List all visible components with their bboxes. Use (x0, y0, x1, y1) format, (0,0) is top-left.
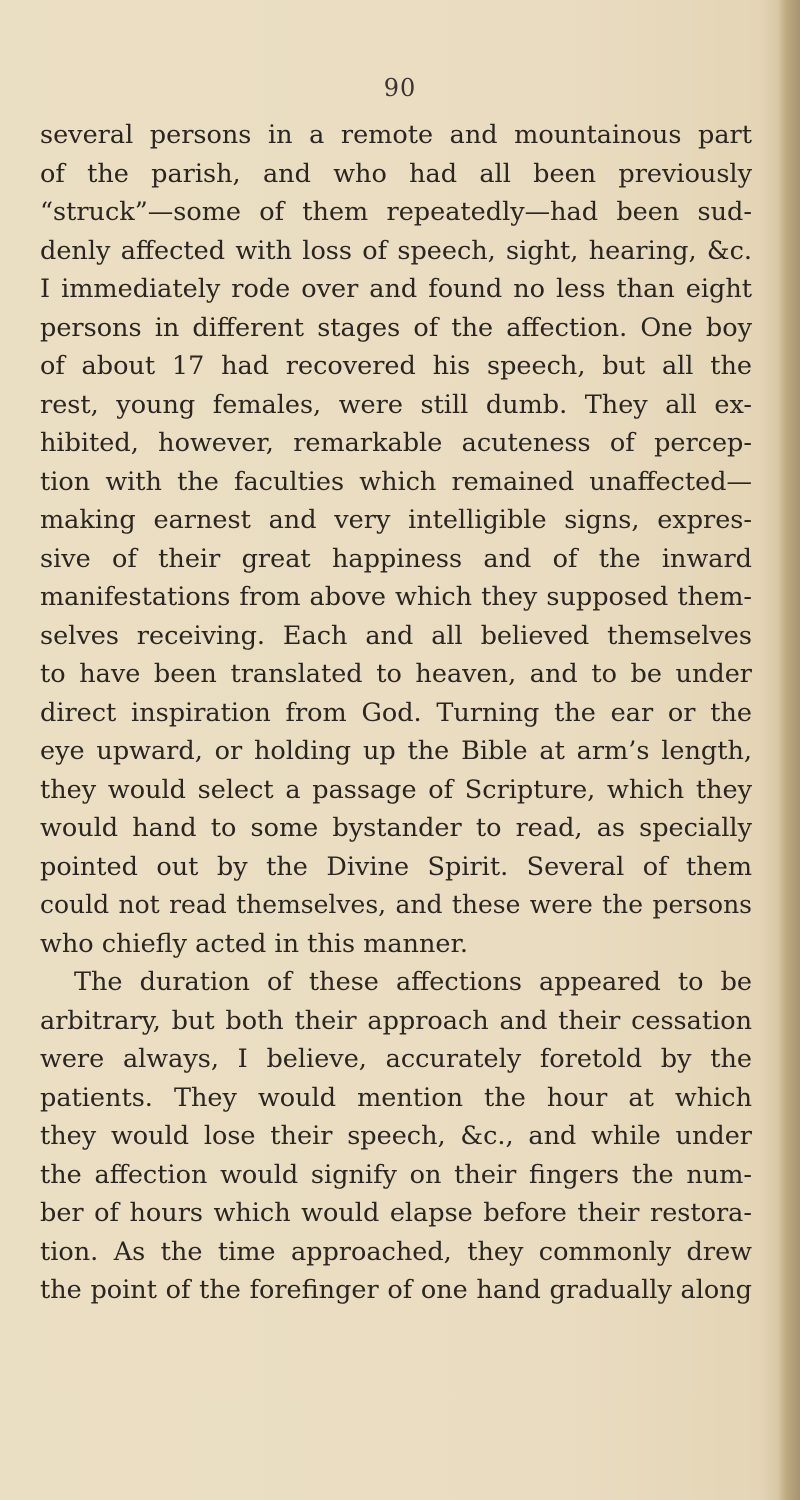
text-line: manifestations from above which they supposed them- (40, 582, 752, 612)
text-line: to have been translated to heaven, and to be under (40, 659, 752, 689)
text-line: sive of their great happiness and of the inward (40, 543, 752, 574)
text-line: hibited, however, remarkable acuteness of percep- (40, 428, 752, 458)
text-line: they would lose their speech, &c., and while under (40, 1121, 752, 1151)
text-line: denly affected with loss of speech, sight, hearing, &c. (40, 235, 752, 266)
text-line: ber of hours which would elapse before their restora- (40, 1198, 752, 1228)
text-line: “struck”—some of them repeatedly—had been sud- (40, 197, 752, 227)
text-line: were always, I believe, accurately foretold by the (40, 1044, 752, 1074)
text-line: rest, young females, were still dumb. They all ex- (40, 389, 752, 420)
text-line: arbitrary, but both their approach and their cessation (40, 1005, 752, 1036)
page-number: 90 (383, 74, 417, 102)
text-line: would hand to some bystander to read, as specially (40, 813, 752, 843)
text-line-paragraph-end: who chiefly acted in this manner. (40, 928, 468, 959)
text-line: the point of the forefinger of one hand gradually along (40, 1275, 752, 1305)
text-line: selves receiving. Each and all believed themselves (40, 620, 752, 651)
text-line: direct inspiration from God. Turning the ear or the (40, 697, 752, 728)
text-line: pointed out by the Divine Spirit. Several of them (40, 851, 752, 882)
text-line: the affection would signify on their fingers the num- (40, 1159, 752, 1190)
text-line: patients. They would mention the hour at which (40, 1082, 752, 1113)
text-line: I immediately rode over and found no less than eight (40, 274, 752, 304)
body-text (40, 116, 752, 1310)
text-line: making earnest and very intelligible signs, expres- (40, 505, 752, 535)
page-edge-shadow (778, 0, 800, 1500)
text-line: eye upward, or holding up the Bible at arm’s length, (40, 736, 752, 766)
text-line-paragraph-start: The duration of these affections appeared to be (74, 967, 752, 997)
text-line: tion. As the time approached, they commonly drew (40, 1236, 752, 1267)
text-line: of the parish, and who had all been previously (40, 158, 752, 189)
text-line: could not read themselves, and these were the persons (40, 890, 752, 919)
text-line: of about 17 had recovered his speech, but all the (40, 351, 752, 381)
text-line: persons in different stages of the affection. One boy (40, 312, 752, 343)
text-line: tion with the faculties which remained unaffected— (40, 466, 752, 497)
text-line: they would select a passage of Scripture, which they (40, 774, 752, 805)
text-line: several persons in a remote and mountainous part (40, 120, 752, 150)
